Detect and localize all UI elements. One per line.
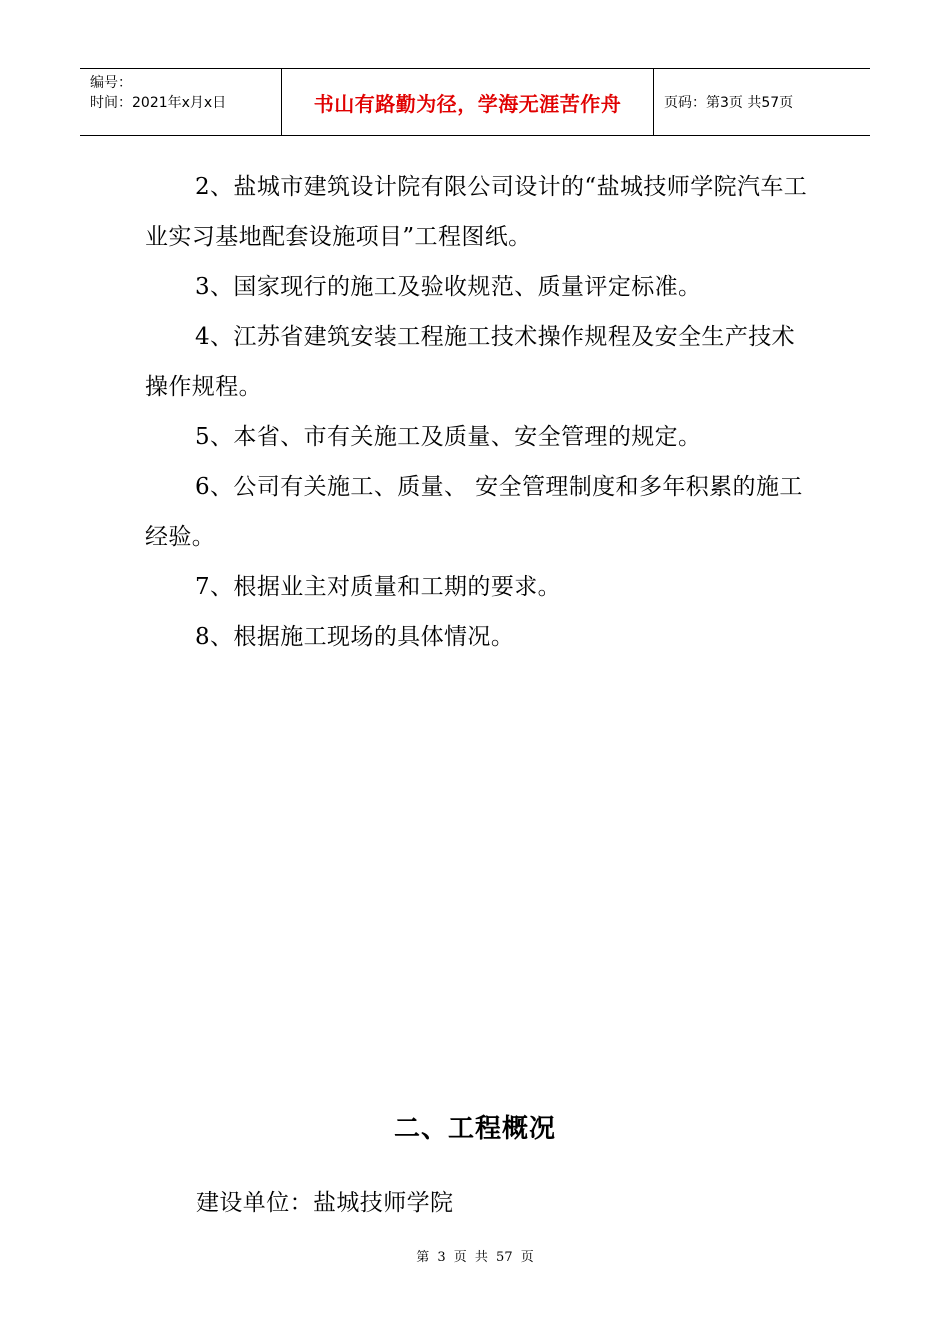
section-title: 二、工程概况 [393, 1114, 556, 1144]
page-footer: 第 3 页 共 57 页 [416, 1250, 534, 1265]
header-page-info: 页码：第3页 共57页 [664, 95, 794, 111]
page-header [80, 68, 870, 136]
header-motto: 书山有路勤为径，学海无涯苦作舟 [281, 69, 654, 135]
paragraph: 2、盐城市建筑设计院有限公司设计的“盐城技师学院汽车工业实习基地配套设施项目”工程图纸。 [145, 174, 808, 250]
paragraph: 6、公司有关施工、质量、 安全管理制度和多年积累的施工经验。 [145, 474, 803, 550]
time-label: 时间：2021年x月x日 [90, 95, 227, 111]
paragraph: 7、根据业主对质量和工期的要求。 [195, 574, 562, 600]
paragraph: 8、根据施工现场的具体情况。 [195, 624, 515, 650]
number-label: 编号： [90, 75, 132, 91]
body-content [145, 162, 810, 662]
paragraph: 5、本省、市有关施工及质量、安全管理的规定。 [195, 424, 702, 450]
header-meta [80, 69, 281, 135]
paragraph: 3、国家现行的施工及验收规范、质量评定标准。 [195, 274, 702, 300]
paragraph: 4、江苏省建筑安装工程施工技术操作规程及安全生产技术操作规程。 [145, 324, 796, 400]
build-unit-line: 建设单位：盐城技师学院 [196, 1190, 454, 1216]
